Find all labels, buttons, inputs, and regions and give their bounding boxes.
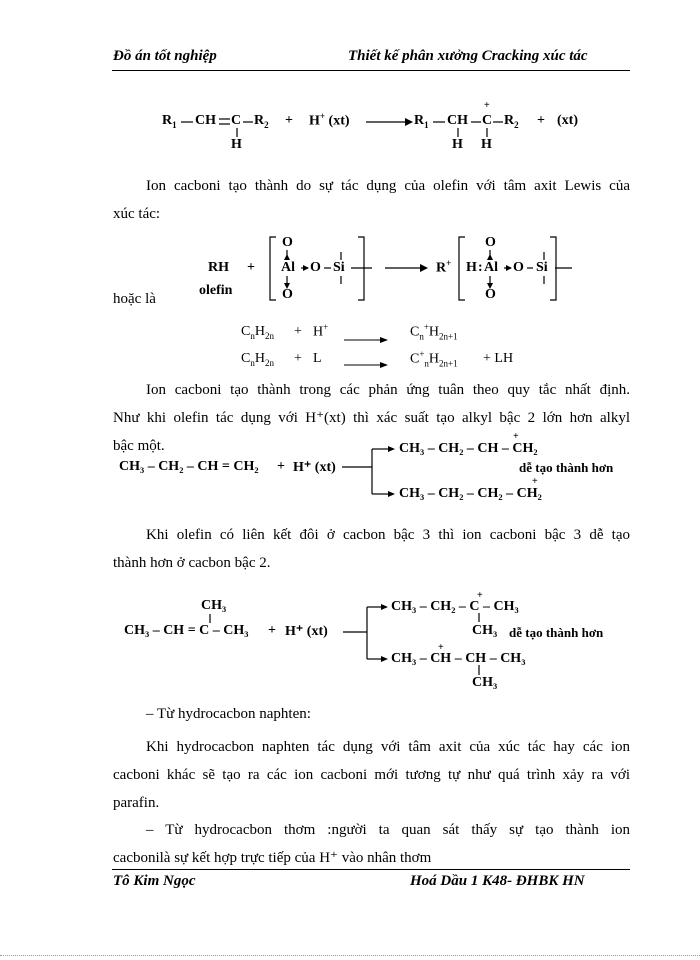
isobutene-product2: CH₃ – CH – CH – CH₃ [391,651,526,666]
lewis-rplus: R+ [436,258,452,276]
lewis-rh: RH [208,260,229,275]
lewis-al-left: Al [281,260,295,275]
footer-right: Hoá Dầu 1 K48- ĐHBK HN [410,873,585,889]
para6-line1: – Từ hydrocacbon thơm :người ta quan sát thấy sự tạo thành ion [146,822,630,838]
header-right: Thiết kế phân xưởng Cracking xúc tác [348,48,588,64]
isobutene-note: dễ tạo thành hơn [509,625,604,640]
eq1-plus: + [285,113,293,128]
eq1-prod-plus: + [537,113,545,128]
eq1-prod-h1: H [452,137,463,152]
para2-line2: Như khi olefin tác dụng với H⁺(xt) thì xác suất tạo alkyl bậc 2 lớn hơn alkyl [113,410,630,426]
page-edge [0,955,700,956]
eq1-hplus: H+ (xt) [309,111,350,129]
eq1-c: C [231,113,242,128]
lewis-hoacla: hoặc là [113,291,156,307]
para4: – Từ hydrocacbon naphten: [146,706,311,722]
para2-line1: Ion cacboni tạo thành trong các phản ứng tuân theo quy tắc nhất định. [146,382,630,398]
eq1-reactant: $R_1$ [162,113,177,130]
para5-line3: parafin. [113,795,160,811]
rxn-a-rhs: $C_n^+H_{2n+1}$ [410,322,458,342]
para1-line1: Ion cacboni tạo thành do sự tác dụng của olefin với tâm axit Lewis của [146,178,630,194]
para1-line2: xúc tác: [113,206,161,222]
rxn-a-plus: + [294,324,302,339]
butene-reactant: CH₃ – CH₂ – CH = CH₂ [119,459,259,474]
eq1-prod-charge: + [484,100,490,111]
eq1-prod-h2: H [481,137,492,152]
lewis-plus: + [247,260,255,275]
lewis-o-top-left: O [282,235,293,250]
isobutene-plus: + [268,623,276,638]
lewis-o-mid-left: O [310,260,321,275]
butene-plus: + [277,459,285,474]
para3-line1: Khi olefin có liên kết đôi ở cacbon bậc 3 thì ion cacboni bậc 3 dễ tạo [146,527,630,543]
isobutene-reactant: CH₃ – CH = C – CH₃ [124,623,249,638]
rxn-b-plus: + [294,351,302,366]
lewis-colon: : [478,260,483,275]
para5-line2: cacboni khác sẽ tạo ra các ion cacboni mới tương tự như quá trình xảy ra với [113,767,630,783]
eq1-prod-c: C [482,113,493,128]
lewis-o-top-right: O [485,235,496,250]
isobutene-product2-sub: CH₃ [472,675,498,690]
rxn-b-rhs: $C^+_nH_{2n+1}$ [410,349,458,369]
butene-product2: CH₃ – CH₂ – CH₂ – CH₂ [399,486,542,501]
butene-note: dễ tạo thành hơn [519,460,614,475]
butene-product2-charge: + [532,476,538,487]
rxn-a-reagent: H+ [313,322,329,340]
eq1-prod-r1: $R_1$ [414,113,429,130]
isobutene-top-ch3: CH₃ [201,598,227,613]
footer-rule [112,869,630,870]
para5-line1: Khi hydrocacbon naphten tác dụng với tâm axit của xúc tác hay các ion [146,739,630,755]
rxn-b-extra: + LH [483,351,514,366]
butene-product1-charge: + [513,431,519,442]
isobutene-product1: CH₃ – CH₂ – C – CH₃ [391,599,519,614]
lewis-h-right: H [466,260,477,275]
lewis-o-bot-left: O [282,287,293,302]
lewis-si-left: Si [333,260,345,275]
eq1-ch: CH [195,113,216,128]
lewis-si-right: Si [536,260,548,275]
lewis-al-right: Al [484,260,498,275]
eq1-prod-ch: CH [447,113,468,128]
lewis-o-bot-right: O [485,287,496,302]
isobutene-product2-charge: + [438,642,444,653]
footer-left: Tô Kim Ngọc [113,873,196,889]
rxn-b-lhs: $C_nH_{2n}$ [241,351,274,368]
lewis-o-mid-right: O [513,260,524,275]
eq1-prod-r2: $R_2$ [504,113,519,130]
isobutene-product1-charge: + [477,590,483,601]
rxn-b-reagent: L [313,351,322,366]
header-left: Đồ án tốt nghiệp [113,48,217,64]
butene-reagent: H⁺ (xt) [293,460,336,475]
para3-line2: thành hơn ở cacbon bậc 2. [113,555,271,571]
isobutene-reagent: H⁺ (xt) [285,624,328,639]
rxn-a-lhs: $C_nH_{2n}$ [241,324,274,341]
eq1-h: H [231,137,242,152]
butene-product1: CH₃ – CH₂ – CH – CH₂ [399,441,538,456]
lewis-olefin: olefin [199,283,233,298]
eq1-prod-xt: (xt) [557,113,578,128]
para2-line3: bậc một. [113,438,165,454]
isobutene-product1-sub: CH₃ [472,623,498,638]
eq1-r2: $R_2$ [254,113,269,130]
para6-line2: cacbonilà sự kết hợp trực tiếp của H⁺ vào nhân thơm [113,850,432,866]
